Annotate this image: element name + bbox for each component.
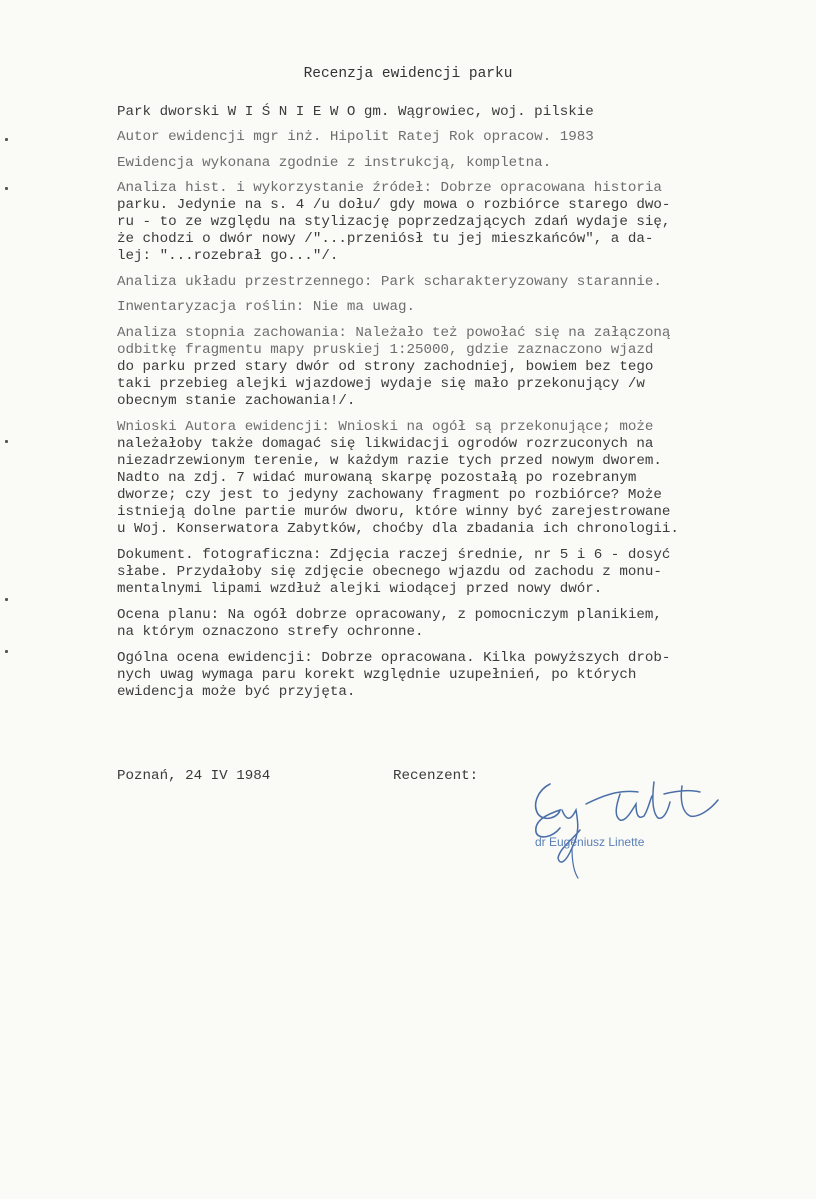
- document-line: że chodzi o dwór nowy /"...przeniósł tu jej mieszkańców", a da-: [117, 231, 654, 247]
- margin-mark: [5, 187, 8, 190]
- document-line: Analiza hist. i wykorzystanie źródeł: Dobrze opracowana historia: [117, 180, 662, 196]
- document-line: u Woj. Konserwatora Zabytków, choćby dla zbadania ich chronologii.: [117, 521, 679, 537]
- document-line: należałoby także domagać się likwidacji ogrodów rozrzuconych na: [117, 436, 654, 452]
- margin-mark: [5, 440, 8, 443]
- document-line: Autor ewidencji mgr inż. Hipolit Ratej Rok opracow. 1983: [117, 129, 594, 145]
- document-line: lej: "...rozebrał go..."/.: [117, 248, 339, 264]
- document-line: ru - to ze względu na stylizację poprzedzających zdań wydaje się,: [117, 214, 671, 230]
- document-line: słabe. Przydałoby się zdjęcie obecnego wjazdu od zachodu z monu-: [117, 564, 662, 580]
- document-line: Ocena planu: Na ogół dobrze opracowany, z pomocniczym planikiem,: [117, 607, 662, 623]
- place-date: Poznań, 24 IV 1984: [117, 768, 271, 784]
- document-line: Analiza układu przestrzennego: Park scharakteryzowany starannie.: [117, 274, 662, 290]
- document-line: Inwentaryzacja roślin: Nie ma uwag.: [117, 299, 415, 315]
- document-line: dworze; czy jest to jedyny zachowany fragment po rozbiórce? Może: [117, 487, 662, 503]
- document-line: odbitkę fragmentu mapy pruskiej 1:25000, gdzie zaznaczono wjazd: [117, 342, 654, 358]
- document-line: Ewidencja wykonana zgodnie z instrukcją, kompletna.: [117, 155, 552, 171]
- document-line: ewidencja może być przyjęta.: [117, 684, 356, 700]
- document-line: obecnym stanie zachowania!/.: [117, 393, 356, 409]
- reviewer-label: Recenzent:: [393, 768, 479, 784]
- document-line: nych uwag wymaga paru korekt względnie uzupełnień, po których: [117, 667, 637, 683]
- document-line: Park dworski W I Ś N I E W O gm. Wągrowiec, woj. pilskie: [117, 104, 594, 120]
- document-line: Dokument. fotograficzna: Zdjęcia raczej średnie, nr 5 i 6 - dosyć: [117, 547, 671, 563]
- document-line: do parku przed stary dwór od strony zachodniej, bowiem bez tego: [117, 359, 654, 375]
- document-line: Analiza stopnia zachowania: Należało też powołać się na załączoną: [117, 325, 671, 341]
- margin-mark: [5, 138, 8, 141]
- document-line: niezadrzewionym terenie, w każdym razie tych przed nowym dworem.: [117, 453, 662, 469]
- signature-stamp: dr Eugeniusz Linette: [535, 835, 645, 849]
- document-line: mentalnymi lipami wzdłuż alejki wiodącej przed nowy dwór.: [117, 581, 603, 597]
- margin-mark: [5, 650, 8, 653]
- document-line: Nadto na zdj. 7 widać murowaną skarpę pozostałą po rozebranym: [117, 470, 637, 486]
- margin-mark: [5, 598, 8, 601]
- document-line: Ogólna ocena ewidencji: Dobrze opracowana. Kilka powyższych drob-: [117, 650, 671, 666]
- document-line: Wnioski Autora ewidencji: Wnioski na ogół są przekonujące; może: [117, 419, 654, 435]
- document-line: na którym oznaczono strefy ochronne.: [117, 624, 424, 640]
- document-line: taki przebieg alejki wjazdowej wydaje się mało przekonujący /w: [117, 376, 645, 392]
- handwritten-signature: [520, 770, 760, 880]
- document-line: parku. Jedynie na s. 4 /u dołu/ gdy mowa o rozbiórce starego dwo-: [117, 197, 671, 213]
- document-title: Recenzja ewidencji parku: [303, 66, 513, 82]
- document-line: istnieją dolne partie murów dworu, które winny być zarejestrowane: [117, 504, 671, 520]
